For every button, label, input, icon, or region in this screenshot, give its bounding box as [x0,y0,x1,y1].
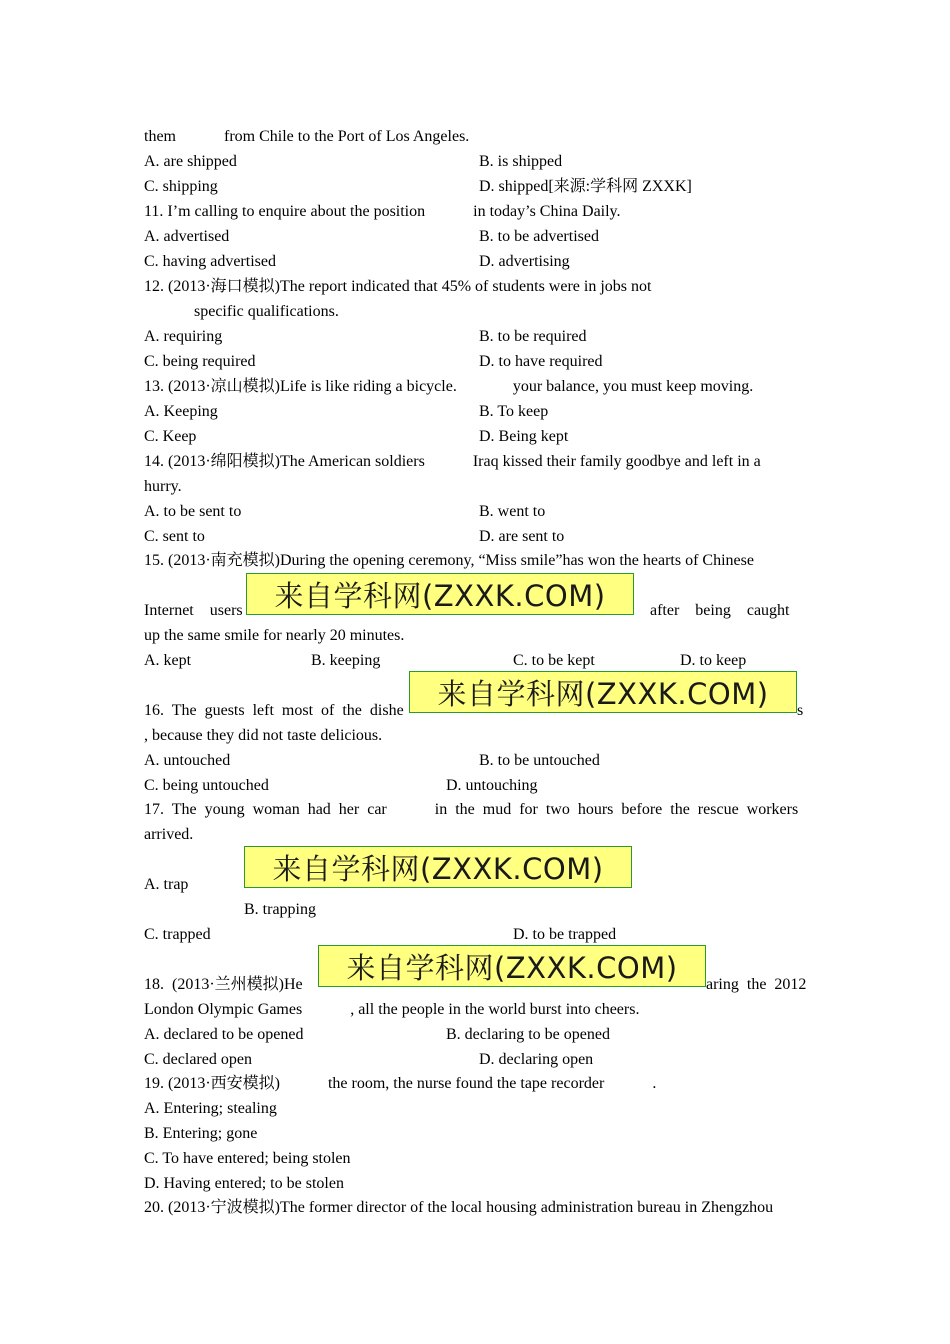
q10-line: them from Chile to the Port of Los Angeles. [144,128,470,145]
q18-stem-left: 18. (2013·兰州模拟)He [144,976,303,993]
q13-stem: 13. (2013·凉山模拟)Life is like riding a bicycle. your balance, you must keep moving. [144,378,754,395]
q16-option-b: B. to be untouched [479,752,600,769]
watermark-stamp: 来自学科网(ZXXK.COM) [409,671,797,713]
q18-stem-right: aring the 2012 [706,976,807,993]
q16-option-d: D. untouching [446,777,538,794]
q11-option-c: C. having advertised [144,253,276,270]
q12-option-c: C. being required [144,353,256,370]
q12-option-d: D. to have required [479,353,603,370]
q17-option-c: C. trapped [144,926,211,943]
q20-stem: 20. (2013·宁波模拟)The former director of the local housing administration bureau in Zhengzhou [144,1199,774,1216]
q14-stem: 14. (2013·绵阳模拟)The American soldiers Iraq kissed their family goodbye and left in a [144,453,761,470]
q18-stem-cont: London Olympic Games , all the people in the world burst into cheers. [144,1001,640,1018]
q13-option-b: B. To keep [479,403,549,420]
q19-option-d: D. Having entered; to be stolen [144,1175,344,1192]
q11-stem: 11. I’m calling to enquire about the position in today’s China Daily. [144,203,621,220]
q12-option-a: A. requiring [144,328,223,345]
q15-option-b: B. keeping [311,652,381,669]
q10-option-d: D. shipped[来源:学科网 ZXXK] [479,178,692,195]
q10-option-c: C. shipping [144,178,218,195]
q17-option-d: D. to be trapped [513,926,617,943]
q18-option-c: C. declared open [144,1051,252,1068]
q12-option-b: B. to be required [479,328,587,345]
q14-option-d: D. are sent to [479,528,565,545]
q16-option-c: C. being untouched [144,777,269,794]
q15-stem-left: Internet users [144,602,243,619]
q13-option-a: A. Keeping [144,403,218,420]
q14-stem-cont: hurry. [144,478,182,495]
q15-option-a: A. kept [144,652,192,669]
q19-option-c: C. To have entered; being stolen [144,1150,351,1167]
q19-option-a: A. Entering; stealing [144,1100,277,1117]
q17-option-a: A. trap [144,876,189,893]
q17-stem-cont: arrived. [144,826,194,843]
watermark-stamp: 来自学科网(ZXXK.COM) [244,846,632,888]
q11-option-a: A. advertised [144,228,230,245]
q19-option-b: B. Entering; gone [144,1125,258,1142]
q14-option-c: C. sent to [144,528,205,545]
q12-stem: 12. (2013·海口模拟)The report indicated that 45% of students were in jobs not [144,278,652,295]
q13-option-d: D. Being kept [479,428,569,445]
q19-stem: 19. (2013·西安模拟) the room, the nurse found the tape recorder . [144,1075,657,1092]
q15-stem: 15. (2013·南充模拟)During the opening ceremony, “Miss smile”has won the hearts of Chinese [144,552,754,569]
watermark-stamp: 来自学科网(ZXXK.COM) [246,573,634,615]
q11-option-d: D. advertising [479,253,570,270]
q16-stem-right: s [797,702,804,719]
q16-stem-cont: , because they did not taste delicious. [144,727,383,744]
q13-option-c: C. Keep [144,428,197,445]
q10-option-b: B. is shipped [479,153,563,170]
q14-option-a: A. to be sent to [144,503,242,520]
q16-option-a: A. untouched [144,752,231,769]
q15-stem-right: after being caught [650,602,790,619]
q18-option-a: A. declared to be opened [144,1026,304,1043]
q18-option-d: D. declaring open [479,1051,594,1068]
q17-stem: 17. The young woman had her car in the mud for two hours before the rescue workers [144,801,799,818]
q10-option-a: A. are shipped [144,153,237,170]
q12-stem-cont: specific qualifications. [194,303,339,320]
q14-option-b: B. went to [479,503,546,520]
q15-stem-cont: up the same smile for nearly 20 minutes. [144,627,405,644]
q18-option-b: B. declaring to be opened [446,1026,610,1043]
q16-stem-left: 16. The guests left most of the dishe [144,702,404,719]
q15-option-c: C. to be kept [513,652,595,669]
q15-option-d: D. to keep [680,652,747,669]
q17-option-b: B. trapping [244,901,316,918]
watermark-stamp: 来自学科网(ZXXK.COM) [318,945,706,987]
q11-option-b: B. to be advertised [479,228,599,245]
